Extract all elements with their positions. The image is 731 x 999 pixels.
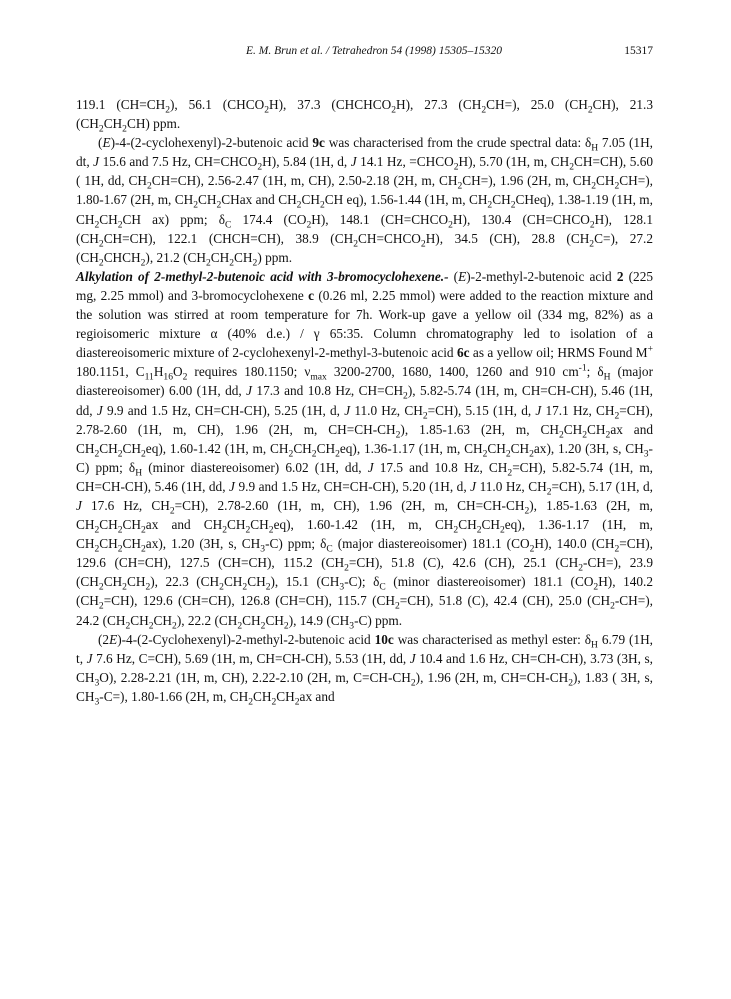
page-number: 15317 bbox=[624, 45, 653, 57]
running-header bbox=[76, 45, 653, 61]
article-body bbox=[76, 95, 653, 706]
paragraph-1: 119.1 $(CH=CH_2)$, 56.1 $(CHCO_2H)$, 37.3 $(CHCHCO_2H)$, 27.3 $(CH_2CH=)$, 25.0 $(CH_2CH)$, 21.3 $(CH_2CH_2CH)$ ppm. bbox=[76, 97, 653, 135]
paragraph-2: (E)-4-(2-cyclohexenyl)-2-butenoic acid 9c was characterised from the crude spectral data: $\delta_H$ 7.05 (1H, dt, J 15.6 and 7.5 Hz, $CH=CHCO_2H$), 5.84 (1H, d, J 14.1 Hz, $=CHCO_2H$), 5.70 (1H, m, $CH_2CH=CH$), 5.60 ( 1H, dd, $CH_2CH=CH$), 2.56-2.47 (1H, m, CH), 2.50-2.18 (2H, m, $CH_2CH=$), 1.96 (2H, m, $CH_2CH_2CH=$), 1.80-1.67 (2H, m, $CH_2CH_2CHax$ and $CH_2CH_2CH$ eq), 1.56-1.44 (1H, m, $CH_2CH_2CHeq$), 1.38-1.19 (1H, m, $CH_2CH_2CH$ ax) ppm; $\delta_C$ 174.4 $(CO_2H)$, 148.1 $(CH=CHCO_2H)$, 130.4 $(CH=CHCO_2H)$, 128.1 $(CH_2CH=CH)$, 122.1 (CHCH=CH), 38.9 $(CH_2CH=CHCO_2H)$, 34.5 (CH), 28.8 $(CH_2C=)$, 27.2 $(CH_2CHCH_2)$, 21.2 $(CH_2CH_2CH_2)$ ppm. bbox=[76, 135, 654, 269]
running-title: E. M. Brun et al. / Tetrahedron 54 (1998) 15305–15320 bbox=[246, 45, 502, 57]
paragraph-3: Alkylation of 2-methyl-2-butenoic acid with 3-bromocyclohexene.- (E)-2-methyl-2-butenoic acid 2 (225 mg, 2.25 mmol) and 3-bromocyclohexene c (0.26 ml, 2.25 mmol) were added to the reaction mixture and the solution was stirred at room temperature for 7h. Work-up gave a yellow oil (334 mg, 82%) as a regioisomeric mixture α (40% d.e.) / γ 65:35. Column chromatography led to isolation of a diastereoisomeric mixture of 2-cyclohexenyl-2-methyl-3-butenoic acid 6c as a yellow oil; HRMS Found M+ 180.1151, $C_{11}H_{16}O_2$ requires 180.1150; $\nu_{max}$ 3200-2700, 1680, 1400, 1260 and 910 $cm^{-1}$; $\delta_H$ (major diastereoisomer) 6.00 (1H, dd, J 17.3 and 10.8 Hz, $CH=CH_2$), 5.82-5.74 (1H, m, CH=CH-CH), 5.46 (1H, dd, J 9.9 and 1.5 Hz, CH=CH-CH), 5.25 (1H, d, J 11.0 Hz, $CH_2=CH$), 5.15 (1H, d, J 17.1 Hz, $CH_2=CH$), 2.78-2.60 (1H, m, CH), 1.96 (2H, m, $CH=CH-CH_2$), 1.85-1.63 (2H, m, $CH_2CH_2CH_2ax$ and $CH_2CH_2CH_2eq$), 1.60-1.42 (1H, m, $CH_2CH_2CH_2eq$), 1.36-1.17 (1H, m, $CH_2CH_2CH_2ax$), 1.20 (3H, s, $CH_3-C$) ppm; $\delta_H$ (minor diastereoisomer) 6.02 (1H, dd, J 17.5 and 10.8 Hz, $CH_2=CH$), 5.82-5.74 (1H, m, CH=CH-CH), 5.46 (1H, dd, J 9.9 and 1.5 Hz, CH=CH-CH), 5.20 (1H, d, J 11.0 Hz, $CH_2=CH$), 5.17 (1H, d, J 17.6 Hz, $CH_2=CH$), 2.78-2.60 (1H, m, CH), 1.96 (2H, m, $CH=CH-CH_2$), 1.85-1.63 (2H, m, $CH_2CH_2CH_2ax$ and $CH_2CH_2CH_2eq$), 1.60-1.42 (1H, m, $CH_2CH_2CH_2eq$), 1.36-1.17 (1H, m, $CH_2CH_2CH_2ax$), 1.20 (3H, s, $CH_3-C$) ppm; $\delta_C$ (major diastereoisomer) 181.1 $(CO_2H)$, 140.0 $(CH_2=CH)$, 129.6 (CH=CH), 127.5 (CH=CH), 115.2 $(CH_2=CH)$, 51.8 (C), 42.6 (CH), 25.1 $(CH_2-CH=)$, 23.9 $(CH_2CH_2CH_2)$, 22.3 $(CH_2CH_2CH_2)$, 15.1 $(CH_3-C)$; $\delta_C$ (minor diastereoisomer) 181.1 $(CO_2H)$, 140.2 $(CH_2=CH)$, 129.6 (CH=CH), 126.8 (CH=CH), 115.7 $(CH_2=CH)$, 51.8 (C), 42.4 (CH), 25.0 $(CH_2-CH=)$, 24.2 $(CH_2CH_2CH_2)$, 22.2 $(CH_2CH_2CH_2)$, 14.9 $(CH_3-C)$ ppm. bbox=[76, 268, 654, 632]
paragraph-4: (2E)-4-(2-Cyclohexenyl)-2-methyl-2-butenoic acid 10c was characterised as methyl ester: $\delta_H$ 6.79 (1H, t, J 7.6 Hz, C=CH), 5.69 (1H, m, CH=CH-CH), 5.53 (1H, dd, J 10.4 and 1.6 Hz, CH=CH-CH), 3.73 (3H, s, $CH_3O$), 2.28-2.21 (1H, m, CH), 2.22-2.10 (2H, m, $C=CH-CH_2$), 1.96 (2H, m, $CH=CH-CH_2$), 1.83 ( 3H, s, $CH_3-C=$), 1.80-1.66 (2H, m, $CH_2CH_2CH_2ax$ and bbox=[76, 631, 653, 708]
